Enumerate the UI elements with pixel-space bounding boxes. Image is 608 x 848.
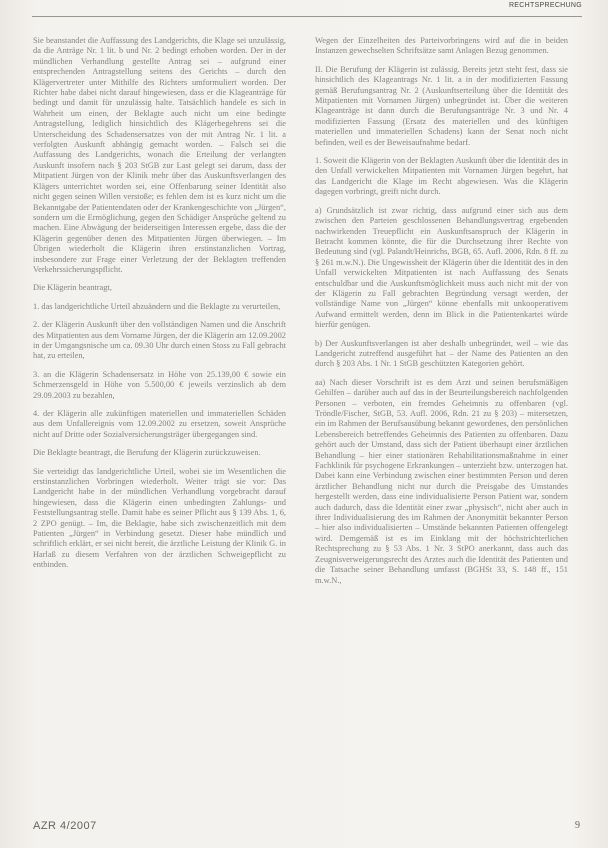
- list-item: 4. der Klägerin alle zukünftigen materiellen und immateriellen Schäden aus dem Unfallereignis vom 12.09.2002 zu ersetzen, soweit Ansprüche nicht auf Dritte oder Sozialversicherungsträger übergegangen sind.: [33, 409, 286, 439]
- paragraph: Die Klägerin beantragt,: [33, 283, 112, 293]
- paragraph: Sie beanstandet die Auffassung des Landgerichts, die Klage sei unzulässig, da die Anträge Nr. 1 lit. b und Nr. 2 bedingt erhoben worden. Der in der mündlichen Verhandlung gestellte Antrag sei – aufgrund einer entsprechenden Antragstellung seitens des Gerichts – durch den Klägervertreter unter Mithilfe des Richters umformuliert worden. Der Richter habe dabei nicht darauf hingewiesen, dass er die Klageanträge für bedingt und damit für unzulässig halte. Tatsächlich handele es sich in Wahrheit um einen, der Beklagte auch nicht um eine bedingte Antragstellung, lediglich hinsichtlich des Klägerbegehrens sei die Unterscheidung des Schadensersatzes von der mit Antrag Nr. 1 lit. a verfolgten Auskunft abhängig gemacht worden. – Falsch sei die Auffassung des Landgerichts, wonach die Erteilung der verlangten Auskunft insofern nach § 203 StGB zur Last gelegt sei darum, dass der Mitpatient Jürgen von der Klinik mehr über das Auskunftsverlangen des Klägers unterrichtet worden sei, eine Offenbarung seiner Identität also nicht gegen seinen Willen verstoße; es fehlen dem ist es kurz nicht um die Bekanntgabe der Patientendaten oder der Krankengeschichte von „Jürgen“, sondern um die Ermöglichung, gegen den Schädiger Ansprüche geltend zu machen. Eine Abwägung der beiderseitigen Interessen ergebe, dass die der Klägerin gegenüber denen des Mitpatienten Jürgen überwiegen. – Im Übrigen wiederholt die Klägerin ihren erstinstanzlichen Vortrag, insbesondere zur Frage einer Verletzung der der Beklagten treffenden Verkehrssicherungspflicht.: [33, 36, 286, 274]
- list-item: 1. das landgerichtliche Urteil abzuändern und die Beklagte zu verurteilen,: [33, 301, 281, 311]
- journal-issue: AZR 4/2007: [33, 820, 97, 832]
- paragraph: Wegen der Einzelheiten des Parteivorbringens wird auf die in beiden Instanzen gewechselten Schriftsätze samt Anlagen Bezug genommen.: [315, 36, 568, 56]
- header-rule: [32, 16, 582, 17]
- left-column: [33, 36, 286, 579]
- paragraph: Die Beklagte beantragt, die Berufung der Klägerin zurückzuweisen.: [33, 448, 261, 458]
- paragraph: II. Die Berufung der Klägerin ist zulässig. Bereits jetzt steht fest, dass sie hinsichtlich des Klageantrags Nr. 1 lit. a in der modifizierten Fassung gemäß Berufungsantrag Nr. 2 (Auskunftserteilung über die Identität des Mitpatienten mit Vornamen Jürgen) unbegründet ist. Über die weiteren Klageanträge ist dann durch die Berufungsanträge Nr. 3 und Nr. 4 modifizierten Fassung (Ersatz des materiellen und des künftigen materiellen und immateriellen Schadens) kann der Senat noch nicht befinden, weil es der Beweisaufnahme bedarf.: [315, 64, 568, 147]
- paragraph: 1. Soweit die Klägerin von der Beklagten Auskunft über die Identität des in den Unfall verwickelten Mitpatienten mit Vornamen Jürgen begehrt, hat das Landgericht die Klage im Recht abgewiesen. Was die Klägerin dagegen vorbringt, greift nicht durch.: [315, 156, 568, 197]
- list-item: 3. an die Klägerin Schadensersatz in Höhe von 25.139,00 € sowie ein Schmerzensgeld in Höhe von 5.500,00 € jeweils verzinslich ab dem 29.09.2003 zu bezahlen,: [33, 369, 286, 400]
- paragraph: Sie verteidigt das landgerichtliche Urteil, wobei sie im Wesentlichen die erstinstanzlichen Vorbringen wiederholt. Weiter trägt sie vor: Das Landgericht habe in der mündlichen Verhandlung vorgebracht darauf hingewiesen, dass die Klägerin einen unbedingten Zahlungs- und Feststellungsantrag stelle. Damit habe es seiner Pflicht aus § 139 Abs. 1, 6, 2 ZPO genügt. – Im, die Beklagte, habe sich zwischenzeitlich mit dem Patienten „Jürgen“ in Verbindung gesetzt. Dieser habe mündlich und schriftlich erklärt, er sei nicht bereit, die ärztliche Leistung der Klinik G. in Harlaß zu diesem Verfahren von der ärztlichen Schweigepflicht zu entbinden.: [33, 466, 286, 570]
- paragraph: b) Der Auskunftsverlangen ist aber deshalb unbegründet, weil – wie das Landgericht zutreffend ausgeführt hat – der Name des Patienten an den durch § 203 Abs. 1 Nr. 1 StGB geschützten Kategorien gehört.: [315, 338, 568, 369]
- right-column: [315, 36, 568, 594]
- claims-list: [33, 302, 286, 440]
- list-item: 2. der Klägerin Auskunft über den vollständigen Namen und die Anschrift des Mitpatienten aus dem Vorname Jürgen, der die Klägerin am 12.09.2002 in der Umgangsnische um ca. 09.30 Uhr durch einen Stoss zu Fall gebracht hat, zu erteilen,: [33, 320, 286, 361]
- paragraph: aa) Nach dieser Vorschrift ist es dem Arzt und seinen berufsmäßigen Gehilfen – darüber auch auf das in der Beurteilungsbereich nachfolgenden Personen – verboten, ein fremdes Geheimnis zu offenbaren (vgl. Tröndle/Fischer, StGB, 53. Aufl. 2006, Rdn. 21 zu § 203) – mitersetzen, ein im Rahmen der Berufsausübung bekannt gewordenes, den persönlichen Lebensbereich betreffendes Geheimnis des Patienten zu offenbaren. Dazu gehört auch der Umstand, dass sich der Patient überhaupt einer ärztlichen Behandlung – hier einer stationären Rehabilitationsmaßnahme in einer Fachklinik für psychogene Erkrankungen – unterzieht bzw. unterzogen hat. Dabei kann eine Verbindung zwischen einer bestimmten Person und deren ärztlicher Behandlung nicht nur durch die Preisgabe des Umstandes hergestellt werden, dass eine individualisierte Person Patient war, sondern auch dadurch, dass die Identität einer zwar „physisch“, nicht aber auch in ihrer Individualisierung des im Rahmen der Anonymität bekannter Person – hier also individualisierten – Umstände bekannten Patienten offengelegt wird. Demgemäß ist es im Einklang mit der höchstrichterlichen Rechtsprechung zu § 53 Abs. 1 Nr. 3 StPO anerkannt, dass auch das Zeugnisverweigerungsrecht des Arztes auch die Identität des Patienten und die Tatsache seiner Behandlung umfasst (BGHSt 33, S. 148 ff., 151 m.w.N.,: [315, 377, 568, 585]
- paragraph: a) Grundsätzlich ist zwar richtig, dass aufgrund einer sich aus dem zwischen den Parteien geschlossenen Behandlungsvertrag ergebenden nachwirkenden Treuepflicht ein Auskunftsanspruch der Klägerin in Betracht kommen könnte, die für die Durchsetzung ihrer Rechte von Bedeutung sind (vgl. Palandt/Heinrichs, BGB, 65. Aufl. 2006, Rdn. 8 ff. zu § 261 m.w.N.). Die Ungewissheit der Klägerin über die Identität des in den Unfall verwickelten Mitpatienten ist nach Auffassung des Senats entschuldbar und die Auskunftsmöglichkeit muss auch nicht mit der von der Klägerin zu Fall gebrachten Begründung versagt werden, der vollständige Name von „Jürgen“ könne ebenfalls mit unkooperativem Aufwand ermittelt werden, denn im Blick in die Patientenkartei würde hierfür genügen.: [315, 205, 568, 330]
- running-head: RECHTSPRECHUNG: [508, 2, 582, 9]
- page-number: 9: [575, 820, 580, 831]
